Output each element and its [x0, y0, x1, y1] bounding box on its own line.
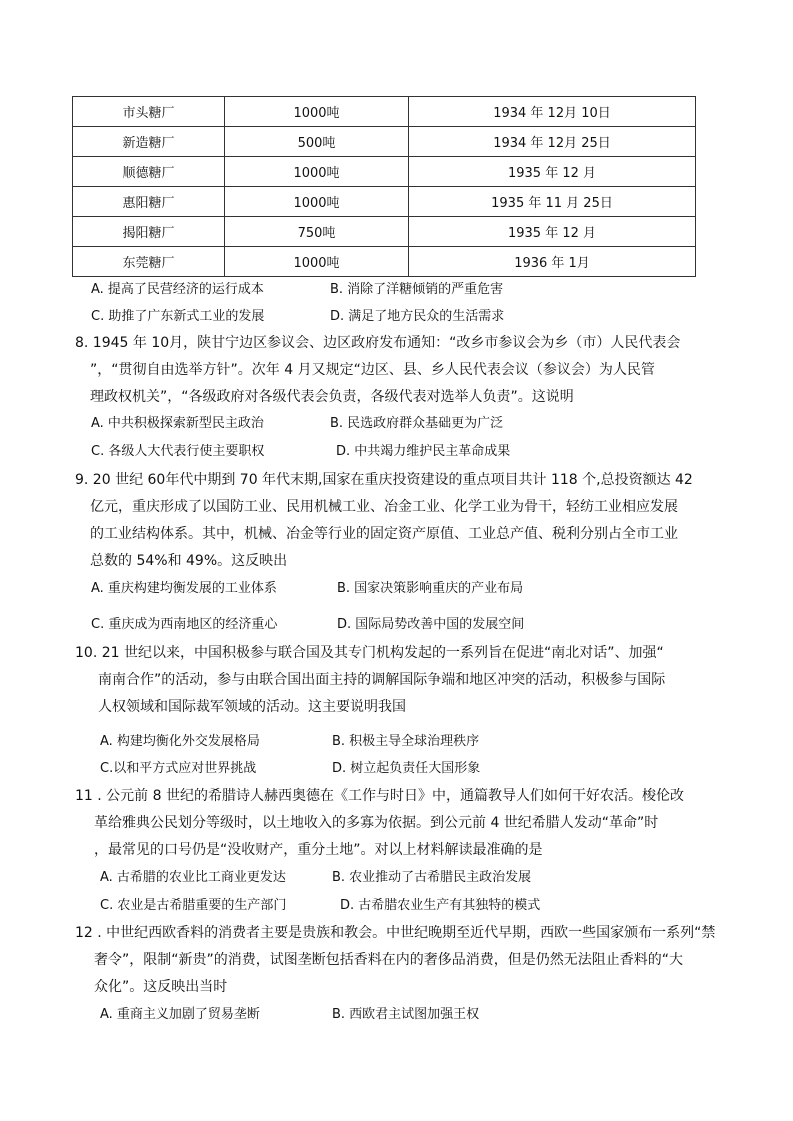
q10-option-b[interactable]: B. 积极主导全球治理秩序 [332, 734, 480, 749]
q11-stem-line: 革给雅典公民划分等级时，以土地收入的多寡为依据。到公元前 4 世纪希腊人发动“革命”时 [94, 815, 659, 831]
q8-option-c[interactable]: C. 各级人大代表行使主要职权 [91, 444, 265, 459]
q10-stem-line: 人权领域和国际裁军领域的活动。这主要说明我国 [98, 699, 406, 715]
q11-option-a[interactable]: A. 古希腊的农业比工商业更发达 [100, 870, 286, 885]
capacity-cell: 1000吨 [225, 247, 409, 277]
date-cell: 1935 年 12 月 [409, 157, 696, 187]
sugar-factory-table [72, 96, 696, 277]
factory-name-cell: 市头糖厂 [73, 97, 225, 127]
factory-name-cell: 东莞糖厂 [73, 247, 225, 277]
factory-name-cell: 新造糖厂 [73, 127, 225, 157]
q11-option-b[interactable]: B. 农业推动了古希腊民主政治发展 [332, 870, 532, 885]
q7-option-b[interactable]: B. 消除了洋糖倾销的严重危害 [330, 282, 504, 297]
table-row [73, 217, 696, 247]
q9-stem-line: 9. 20 世纪 60年代中期到 70 年代末期,国家在重庆投资建设的重点项目共计 118 个,总投资额达 42 [75, 472, 693, 488]
date-cell: 1935 年 11 月 25日 [409, 187, 696, 217]
q12-stem-line: 众化”。这反映出当时 [94, 979, 228, 995]
date-cell: 1934 年 12月 25日 [409, 127, 696, 157]
capacity-cell: 750吨 [225, 217, 409, 247]
q10-option-d[interactable]: D. 树立起负责任大国形象 [332, 761, 481, 776]
q8-option-a[interactable]: A. 中共积极探索新型民主政治 [91, 416, 264, 431]
q9-stem-line: 的工业结构体系。其中，机械、冶金等行业的固定资产原值、工业总产值、税利分别占全市工业 [90, 526, 678, 542]
q8-stem-line: ”，“贯彻自由选举方针”。次年 4 月又规定“边区、县、乡人民代表会议（参议会）为人民管 [90, 362, 655, 378]
q11-option-c[interactable]: C. 农业是古希腊重要的生产部门 [100, 898, 287, 913]
q12-stem-line: 奢令”，限制“新贵”的消费，试图垄断包括香料在内的奢侈品消费，但是仍然无法阻止香料的“大 [94, 952, 684, 968]
factory-name-cell: 顺德糖厂 [73, 157, 225, 187]
capacity-cell: 1000吨 [225, 187, 409, 217]
q12-option-a[interactable]: A. 重商主义加剧了贸易垄断 [100, 1007, 260, 1022]
q8-option-d[interactable]: D. 中共竭力维护民主革命成果 [336, 444, 511, 459]
table-row [73, 97, 696, 127]
capacity-cell: 1000吨 [225, 157, 409, 187]
q8-option-b[interactable]: B. 民选政府群众基础更为广泛 [330, 416, 504, 431]
factory-name-cell: 揭阳糖厂 [73, 217, 225, 247]
table-row [73, 247, 696, 277]
q8-stem-line: 8. 1945 年 10月，陕甘宁边区参议会、边区政府发布通知：“改乡市参议会为乡（市）人民代表会 [75, 335, 681, 351]
q9-option-c[interactable]: C. 重庆成为西南地区的经济重心 [91, 617, 278, 632]
q10-stem-line: 10. 21 世纪以来，中国积极参与联合国及其专门机构发起的一系列旨在促进“南北对话”、加强“ [75, 645, 664, 661]
q9-stem-line: 亿元，重庆形成了以国防工业、民用机械工业、冶金工业、化学工业为骨干，轻纺工业相应发展 [90, 499, 678, 515]
date-cell: 1935 年 12 月 [409, 217, 696, 247]
q9-stem-line: 总数的 54%和 49%。这反映出 [90, 553, 288, 569]
q12-stem-line: 12 . 中世纪西欧香料的消费者主要是贵族和教会。中世纪晚期至近代早期，西欧一些国家颁布一系列“禁 [75, 925, 716, 941]
table-row [73, 157, 696, 187]
q11-option-d[interactable]: D. 古希腊农业生产有其独特的模式 [340, 898, 541, 913]
q7-option-d[interactable]: D. 满足了地方民众的生活需求 [330, 309, 505, 324]
capacity-cell: 500吨 [225, 127, 409, 157]
date-cell: 1934 年 12月 10日 [409, 97, 696, 127]
q11-stem-line: 11 . 公元前 8 世纪的希腊诗人赫西奥德在《工作与时日》中，通篇教导人们如何干好农活。梭伦改 [75, 788, 684, 804]
factory-name-cell: 惠阳糖厂 [73, 187, 225, 217]
q11-stem-line: ，最常见的口号仍是“没收财产，重分土地”。对以上材料解读最准确的是 [94, 842, 543, 858]
q12-option-b[interactable]: B. 西欧君主试图加强王权 [332, 1007, 480, 1022]
capacity-cell: 1000吨 [225, 97, 409, 127]
q9-option-d[interactable]: D. 国际局势改善中国的发展空间 [337, 617, 525, 632]
q10-stem-line: 南南合作”的活动，参与由联合国出面主持的调解国际争端和地区冲突的活动，积极参与国际 [98, 672, 666, 688]
q9-option-b[interactable]: B. 国家决策影响重庆的产业布局 [337, 581, 524, 596]
q8-stem-line: 理政权机关”，“各级政府对各级代表会负责，各级代表对选举人负责”。这说明 [90, 389, 574, 405]
q10-option-c[interactable]: C.以和平方式应对世界挑战 [100, 761, 257, 776]
table-row [73, 127, 696, 157]
q9-option-a[interactable]: A. 重庆构建均衡发展的工业体系 [91, 581, 277, 596]
table-row [73, 187, 696, 217]
q10-option-a[interactable]: A. 构建均衡化外交发展格局 [100, 734, 260, 749]
date-cell: 1936 年 1月 [409, 247, 696, 277]
q7-option-c[interactable]: C. 助推了广东新式工业的发展 [91, 309, 265, 324]
q7-option-a[interactable]: A. 提高了民营经济的运行成本 [91, 282, 264, 297]
